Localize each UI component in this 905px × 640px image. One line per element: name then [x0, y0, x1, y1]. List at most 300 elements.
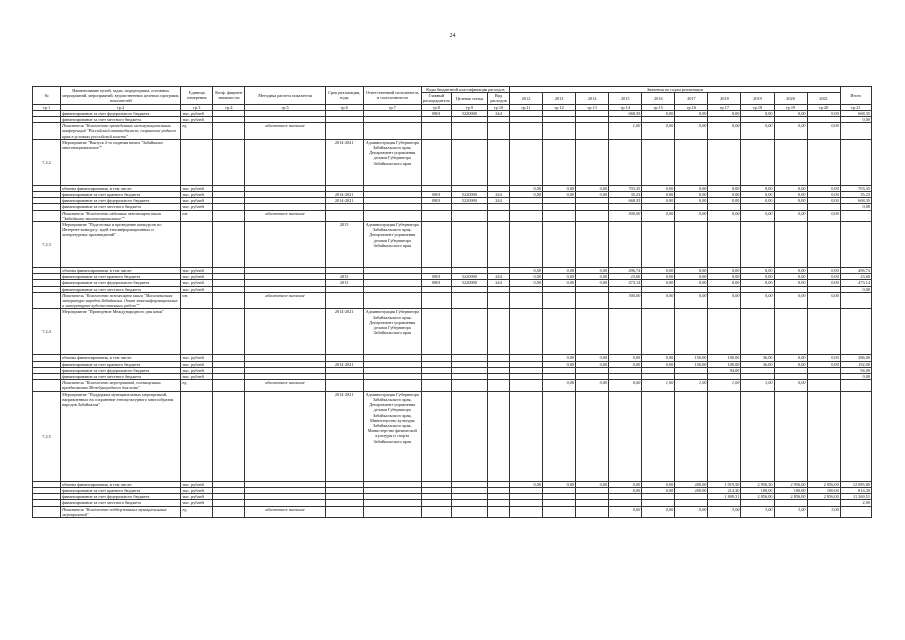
- row-kbk-type: 244: [487, 198, 509, 204]
- row-year-value: 3,00: [807, 506, 840, 517]
- row-kbk-main: 0801: [421, 192, 451, 198]
- row-year-value: 200,00: [675, 481, 708, 487]
- row-year-value: 0,00: [675, 110, 708, 116]
- row-year-value: 0,00: [576, 280, 609, 286]
- row-responsible: [363, 506, 421, 517]
- row-year-value: 0,00: [741, 292, 774, 309]
- row-year-value: 0,00: [576, 192, 609, 198]
- row-year-value: 2 956,00: [807, 481, 840, 487]
- row-year-value: [576, 506, 609, 517]
- row-year-value: 1 809,31: [708, 494, 741, 500]
- row-unit: тыс. рублей: [181, 117, 213, 123]
- row-name: финансирование за счет местного бюджета: [61, 374, 181, 380]
- row-year-value: [807, 380, 840, 391]
- row-kbk-article: [451, 222, 487, 268]
- row-total: [840, 292, 871, 309]
- row-year-value: [543, 506, 576, 517]
- row-responsible: [363, 380, 421, 391]
- row-year-value: 300,00: [609, 292, 642, 309]
- row-total: 12 085,80: [840, 481, 871, 487]
- row-unit: тыс. рублей: [181, 192, 213, 198]
- row-year-value: [510, 139, 543, 185]
- row-year-value: [675, 309, 708, 355]
- row-name: объемы финансирования, в том числе:: [61, 481, 181, 487]
- row-year-value: 100,00: [807, 487, 840, 493]
- row-kbk-type: [487, 292, 509, 309]
- row-unit: тыс. рублей: [181, 367, 213, 373]
- row-coef: [213, 380, 245, 391]
- row-coef: [213, 292, 245, 309]
- row-unit: тыс. рублей: [181, 355, 213, 361]
- hdr-num: №: [33, 87, 61, 105]
- row-name: финансирование за счет краевого бюджета: [61, 274, 181, 280]
- row-year-value: [741, 391, 774, 481]
- row-year-value: 0,00: [576, 355, 609, 361]
- row-number: [33, 123, 61, 140]
- row-year-value: [807, 309, 840, 355]
- row-year-value: 0,00: [807, 192, 840, 198]
- table-row: [33, 292, 872, 309]
- row-period: 2015: [325, 280, 363, 286]
- row-year-value: 0,00: [774, 361, 807, 367]
- row-year-value: [543, 222, 576, 268]
- column-number: гр.11: [510, 104, 543, 110]
- row-unit: тыс. рублей: [181, 268, 213, 274]
- row-year-value: [510, 506, 543, 517]
- column-number: гр.21: [840, 104, 871, 110]
- row-year-value: 1,00: [675, 380, 708, 391]
- column-number: гр.10: [487, 104, 509, 110]
- row-unit: тыс. рублей: [181, 110, 213, 116]
- row-year-value: 0,00: [807, 355, 840, 361]
- row-year-value: 0,00: [576, 361, 609, 367]
- row-year-value: 0,00: [708, 210, 741, 221]
- row-year-value: [708, 391, 741, 481]
- row-year-value: 703,35: [609, 185, 642, 191]
- row-coef: [213, 222, 245, 268]
- row-year-value: [576, 123, 609, 140]
- column-number: гр.19: [774, 104, 807, 110]
- row-year-value: 0,00: [708, 198, 741, 204]
- row-year-value: [642, 222, 675, 268]
- row-year-value: [807, 391, 840, 481]
- row-year-value: 0,00: [774, 274, 807, 280]
- row-period: 2014-2021: [325, 309, 363, 355]
- row-year-value: 0,00: [576, 274, 609, 280]
- row-kbk-type: [487, 391, 509, 481]
- row-year-value: 0,00: [642, 355, 675, 361]
- row-period: [325, 292, 363, 309]
- row-unit: тыс. рублей: [181, 280, 213, 286]
- row-year-value: [543, 391, 576, 481]
- row-kbk-main: [421, 506, 451, 517]
- row-number: 7.2.2: [33, 139, 61, 185]
- row-method: абсолютное значение: [245, 292, 325, 309]
- row-unit: тыс. рублей: [181, 286, 213, 292]
- row-year-value: 100,00: [774, 487, 807, 493]
- row-year-value: [510, 391, 543, 481]
- row-year-value: 0,00: [807, 210, 840, 221]
- row-unit: тыс. рублей: [181, 374, 213, 380]
- row-method: абсолютное значение: [245, 123, 325, 140]
- row-unit: тыс. рублей: [181, 361, 213, 367]
- row-total: 2,00: [840, 500, 871, 506]
- row-year-value: 3,00: [741, 506, 774, 517]
- row-year-value: 0,00: [774, 380, 807, 391]
- column-number: гр.4: [213, 104, 245, 110]
- column-number: гр.16: [675, 104, 708, 110]
- row-year-value: 2 856,00: [807, 494, 840, 500]
- row-year-value: 0,00: [807, 268, 840, 274]
- row-year-value: 0,00: [510, 274, 543, 280]
- row-name: финансирование за счет местного бюджета: [61, 500, 181, 506]
- row-year-value: [708, 222, 741, 268]
- row-year-value: 0,00: [642, 481, 675, 487]
- table-row: [33, 123, 872, 140]
- row-coef: [213, 309, 245, 355]
- row-year-value: 0,00: [510, 192, 543, 198]
- row-total: 286,00: [840, 355, 871, 361]
- row-name: Показатель "Количество мероприятий, посвященных празднованию Международного дня коми": [61, 380, 181, 391]
- row-unit: тыс. рублей: [181, 204, 213, 210]
- row-kbk-main: [421, 309, 451, 355]
- table-row: [33, 222, 872, 268]
- row-period: 2014-2021: [325, 198, 363, 204]
- row-year-value: 0,00: [642, 361, 675, 367]
- row-year-value: 0,00: [774, 268, 807, 274]
- row-year-value: [708, 139, 741, 185]
- row-year-value: 0,00: [543, 274, 576, 280]
- row-unit: [181, 139, 213, 185]
- row-method: [245, 309, 325, 355]
- row-method: абсолютное значение: [245, 380, 325, 391]
- row-year-value: 496,74: [609, 268, 642, 274]
- row-total: 23,60: [840, 274, 871, 280]
- row-period: 2015: [325, 222, 363, 268]
- row-kbk-main: [421, 210, 451, 221]
- row-year-value: 0,00: [774, 123, 807, 140]
- row-kbk-main: 0801: [421, 274, 451, 280]
- row-unit: шт.: [181, 210, 213, 221]
- row-kbk-article: 5220000: [451, 198, 487, 204]
- row-year-value: [510, 292, 543, 309]
- row-kbk-article: [451, 391, 487, 481]
- row-year-value: 36,00: [741, 355, 774, 361]
- row-unit: тыс. рублей: [181, 274, 213, 280]
- row-year-value: [543, 123, 576, 140]
- row-total: 11 269,51: [840, 494, 871, 500]
- row-year-value: 0,00: [807, 274, 840, 280]
- row-name: финансирование за счет местного бюджета: [61, 117, 181, 123]
- row-year-value: 100,00: [741, 487, 774, 493]
- row-responsible: Администрация Губернатора Забайкальского края, Департамент управления делами Губернатора Забайкальского края: [363, 139, 421, 185]
- row-year-value: [774, 309, 807, 355]
- row-name: финансирование за счет местного бюджета: [61, 204, 181, 210]
- row-year-value: 0,00: [642, 268, 675, 274]
- row-name: Показатель "Количество изданных экземпляров книги "Забайкалье многонациональное"": [61, 210, 181, 221]
- row-year-value: 0,00: [708, 123, 741, 140]
- row-year-value: 0,00: [741, 280, 774, 286]
- row-total: 668,35: [840, 198, 871, 204]
- row-year-value: 2 956,00: [774, 481, 807, 487]
- row-total: [840, 139, 871, 185]
- row-method: [245, 391, 325, 481]
- column-number: гр.12: [543, 104, 576, 110]
- column-number: гр.8: [421, 104, 451, 110]
- row-year-value: 0,00: [675, 198, 708, 204]
- row-year-value: 0,00: [807, 123, 840, 140]
- row-responsible: Администрация Губернатора Забайкальского края, Департамент управления делами Губернатора Забайкальского края: [363, 222, 421, 268]
- row-kbk-type: 244: [487, 280, 509, 286]
- row-year-value: 0,00: [774, 355, 807, 361]
- row-year-value: 0,00: [708, 274, 741, 280]
- row-responsible: Администрация Губернатора Забайкальского края, Департамент управления делами Губернатора Забайкальского края, Министерство культуры Забайкальского края, Министерство физической культуры и спорта Забайкальского края: [363, 391, 421, 481]
- row-name: Показатель "Количество поддержанных муниципальных мероприятий": [61, 506, 181, 517]
- row-kbk-article: [451, 506, 487, 517]
- row-kbk-article: [451, 380, 487, 391]
- row-year-value: 0,00: [675, 185, 708, 191]
- row-year-value: 0,00: [642, 192, 675, 198]
- column-number: гр.14: [609, 104, 642, 110]
- row-name: объемы финансирования, в том числе:: [61, 268, 181, 274]
- row-year-value: 0,00: [642, 210, 675, 221]
- row-year-value: [543, 139, 576, 185]
- row-year-value: [774, 222, 807, 268]
- column-number: гр.9: [451, 104, 487, 110]
- row-year-value: 1,00: [642, 380, 675, 391]
- row-year-value: 0,00: [510, 185, 543, 191]
- row-unit: тыс. рублей: [181, 494, 213, 500]
- table-row: [33, 380, 872, 391]
- row-responsible: Администрация Губернатора Забайкальского края, Департамент управления делами Губернатора Забайкальского края: [363, 309, 421, 355]
- row-year-value: 0,00: [609, 481, 642, 487]
- row-total: 35,23: [840, 192, 871, 198]
- row-year-value: 0,00: [543, 185, 576, 191]
- column-number: гр.5: [245, 104, 325, 110]
- row-name: объемы финансирования, в том числе:: [61, 355, 181, 361]
- row-year-value: [510, 123, 543, 140]
- row-year-value: 23,60: [609, 274, 642, 280]
- row-year-value: 0,00: [774, 292, 807, 309]
- row-year-value: 668,35: [609, 198, 642, 204]
- row-year-value: 0,00: [642, 487, 675, 493]
- row-year-value: [741, 309, 774, 355]
- row-unit: ед.: [181, 380, 213, 391]
- row-year-value: [774, 139, 807, 185]
- row-year-value: [543, 210, 576, 221]
- row-name: Мероприятие "Проведение Международного дня коми": [61, 309, 181, 355]
- row-year-value: [576, 292, 609, 309]
- row-unit: тыс. рублей: [181, 198, 213, 204]
- row-year-value: 0,00: [774, 185, 807, 191]
- row-kbk-article: 5220000: [451, 280, 487, 286]
- row-year-value: 0,00: [774, 198, 807, 204]
- row-year-value: [576, 139, 609, 185]
- row-name: Показатель "Количество экземпляров книги "Многоязычная литература народов Забайкалья. Опыт этноинформационных и литературно-художественных работ"": [61, 292, 181, 309]
- row-year-value: 0,00: [807, 110, 840, 116]
- row-year-value: [609, 309, 642, 355]
- row-year-value: 668,35: [609, 110, 642, 116]
- row-year-value: 3,00: [774, 506, 807, 517]
- row-year-value: 0,00: [543, 380, 576, 391]
- row-year-value: 200,00: [675, 487, 708, 493]
- row-year-value: [510, 210, 543, 221]
- row-unit: тыс. рублей: [181, 185, 213, 191]
- row-name: финансирование за счет местного бюджета: [61, 286, 181, 292]
- row-year-value: 0,00: [543, 361, 576, 367]
- row-year-value: [576, 222, 609, 268]
- row-year-value: 0,00: [675, 274, 708, 280]
- row-year-value: [576, 391, 609, 481]
- row-year-value: [642, 391, 675, 481]
- row-year-value: 0,00: [543, 481, 576, 487]
- row-year-value: [741, 222, 774, 268]
- row-number: [33, 210, 61, 221]
- row-kbk-article: [451, 123, 487, 140]
- hdr-values: Значения по годам реализации: [510, 87, 841, 93]
- row-year-value: 0,00: [774, 280, 807, 286]
- row-kbk-type: 244: [487, 192, 509, 198]
- row-period: [325, 380, 363, 391]
- row-year-value: 0,00: [741, 192, 774, 198]
- row-responsible: [363, 210, 421, 221]
- row-total: 0,00: [840, 374, 871, 380]
- row-name: финансирование за счет краевого бюджета: [61, 192, 181, 198]
- table-row: [33, 210, 872, 221]
- program-table: [32, 86, 872, 518]
- row-year-value: 0,00: [609, 487, 642, 493]
- row-kbk-main: [421, 391, 451, 481]
- row-kbk-type: [487, 506, 509, 517]
- row-period: 2014-2021: [325, 361, 363, 367]
- row-year-value: 0,00: [774, 210, 807, 221]
- row-coef: [213, 139, 245, 185]
- row-coef: [213, 210, 245, 221]
- row-year-value: [675, 222, 708, 268]
- row-year-value: [576, 309, 609, 355]
- row-total: 703,35: [840, 185, 871, 191]
- row-total: 814,30: [840, 487, 871, 493]
- hdr-kbk-col: Целевая статья: [451, 93, 487, 104]
- row-kbk-article: [451, 210, 487, 221]
- row-year-value: 0,00: [675, 210, 708, 221]
- row-year-value: 1 019,50: [708, 481, 741, 487]
- hdr-kbk-col: Главный распорядитель: [422, 93, 450, 104]
- row-year-value: 0,00: [741, 110, 774, 116]
- row-year-value: 0,00: [642, 292, 675, 309]
- row-total: [840, 210, 871, 221]
- row-period: 2015: [325, 274, 363, 280]
- table-row: [33, 139, 872, 185]
- row-total: [840, 222, 871, 268]
- row-kbk-type: 244: [487, 110, 509, 116]
- row-year-value: [642, 139, 675, 185]
- row-name: объемы финансирования, в том числе:: [61, 185, 181, 191]
- row-year-value: 2 956,30: [741, 481, 774, 487]
- row-total: 496,74: [840, 268, 871, 274]
- row-year-value: [609, 222, 642, 268]
- row-year-value: 0,00: [774, 192, 807, 198]
- row-year-value: 94,00: [708, 367, 741, 373]
- row-year-value: [807, 222, 840, 268]
- row-year-value: [510, 222, 543, 268]
- column-number: гр.18: [741, 104, 774, 110]
- row-year-value: 3,00: [708, 506, 741, 517]
- row-kbk-article: 5220000: [451, 192, 487, 198]
- row-year-value: [609, 139, 642, 185]
- row-year-value: 1,00: [741, 380, 774, 391]
- row-kbk-main: [421, 292, 451, 309]
- row-coef: [213, 506, 245, 517]
- row-year-value: 0,00: [807, 185, 840, 191]
- row-total: 473,14: [840, 280, 871, 286]
- row-year-value: [543, 309, 576, 355]
- row-year-value: 36,00: [741, 361, 774, 367]
- row-year-value: 0,00: [708, 185, 741, 191]
- row-kbk-type: [487, 309, 509, 355]
- hdr-year: 2018: [708, 93, 741, 104]
- hdr-resp: Ответственный исполнитель и соисполнители: [363, 87, 421, 105]
- row-year-value: [708, 309, 741, 355]
- column-number: гр.6: [325, 104, 363, 110]
- row-year-value: 0,00: [675, 280, 708, 286]
- row-year-value: 1,00: [708, 380, 741, 391]
- row-year-value: 0,00: [807, 361, 840, 367]
- row-kbk-main: [421, 123, 451, 140]
- row-kbk-article: [451, 309, 487, 355]
- row-year-value: [807, 139, 840, 185]
- hdr-year: 2020: [774, 93, 807, 104]
- column-number: гр.13: [576, 104, 609, 110]
- row-kbk-article: [451, 139, 487, 185]
- row-year-value: 0,00: [675, 506, 708, 517]
- row-kbk-type: [487, 380, 509, 391]
- row-year-value: 0,00: [543, 355, 576, 361]
- hdr-year: 2019: [741, 93, 774, 104]
- row-year-value: 0,00: [576, 481, 609, 487]
- row-kbk-main: 0801: [421, 110, 451, 116]
- hdr-year: 2014: [576, 93, 609, 104]
- row-year-value: 0,00: [609, 355, 642, 361]
- row-number: [33, 292, 61, 309]
- row-unit: тыс. рублей: [181, 481, 213, 487]
- row-year-value: 0,00: [543, 280, 576, 286]
- row-kbk-type: [487, 222, 509, 268]
- row-method: абсолютное значение: [245, 506, 325, 517]
- row-year-value: 0,00: [708, 268, 741, 274]
- hdr-year: 2021: [807, 93, 840, 104]
- row-year-value: 0,00: [708, 110, 741, 116]
- table-row: [33, 309, 872, 355]
- column-number: гр.15: [642, 104, 675, 110]
- row-year-value: 0,00: [609, 380, 642, 391]
- row-year-value: 0,00: [807, 198, 840, 204]
- row-year-value: 0,00: [741, 185, 774, 191]
- table-row: [33, 506, 872, 517]
- row-unit: [181, 222, 213, 268]
- row-period: 2014-2021: [325, 139, 363, 185]
- row-total: [840, 309, 871, 355]
- table-body: [33, 110, 872, 517]
- column-number: гр.1: [33, 104, 61, 110]
- row-year-value: [741, 139, 774, 185]
- row-kbk-main: [421, 380, 451, 391]
- row-year-value: 0,00: [741, 198, 774, 204]
- hdr-year: 2017: [675, 93, 708, 104]
- row-kbk-type: [487, 123, 509, 140]
- row-name: Мероприятие "Выпуск 2-го издания книги "Забайкалье многонациональное"": [61, 139, 181, 185]
- row-year-value: 0,00: [708, 192, 741, 198]
